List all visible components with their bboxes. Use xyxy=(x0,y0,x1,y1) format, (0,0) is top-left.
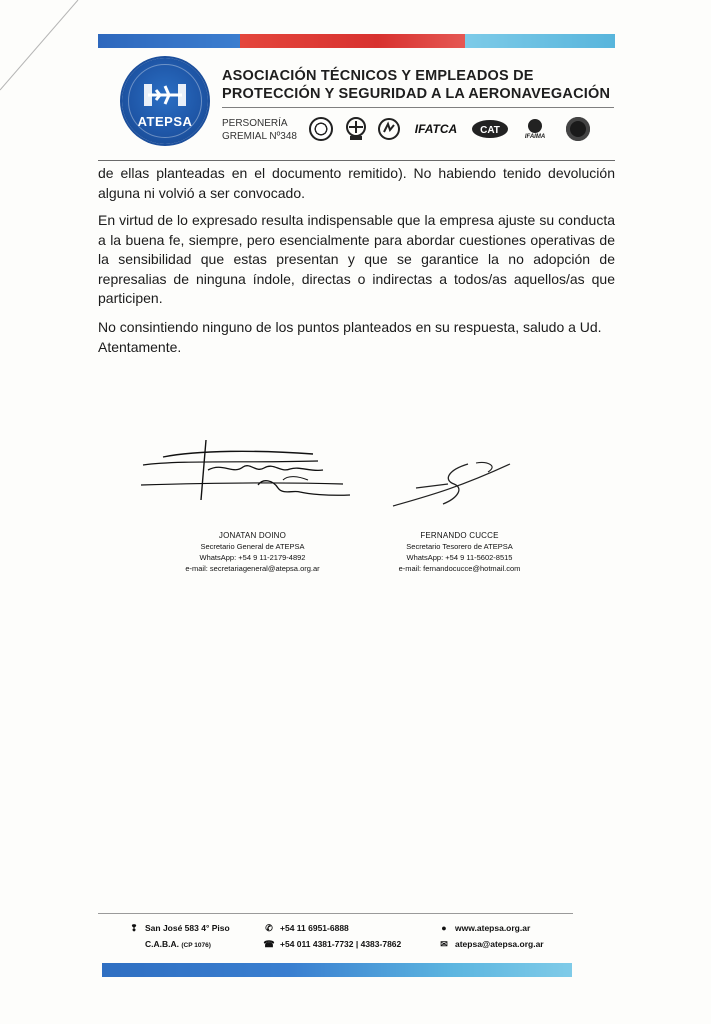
signatory-name: FERNANDO CUCCE xyxy=(420,531,499,540)
title-line-2: PROTECCIÓN Y SEGURIDAD A LA AERONAVEGACIÓN xyxy=(222,86,611,102)
organization-title xyxy=(222,67,610,103)
footer-divider xyxy=(98,913,573,914)
title-divider xyxy=(222,107,614,108)
globe-icon: ● xyxy=(441,923,447,933)
signatory-whatsapp: WhatsApp: +54 9 11-5602-8515 xyxy=(406,553,513,562)
footer-phones xyxy=(263,920,401,952)
ifaima-logo-text: IFAIMA xyxy=(524,134,546,140)
address-street: San José 583 4° Piso xyxy=(145,923,230,933)
personeria-gremial xyxy=(222,117,297,143)
closing-line: No consintiendo ninguno de los puntos planteados en su respuesta, saludo a Ud. xyxy=(98,319,602,335)
mail-icon: ✉ xyxy=(440,939,448,949)
paragraph-continuation: de ellas planteadas en el documento remitido). No habiendo tenido devolución alguna ni volvió a ser convocado. xyxy=(98,165,615,201)
airplane-icon xyxy=(142,78,188,112)
signatory-email: e-mail: secretariageneral@atepsa.org.ar xyxy=(185,564,320,573)
signature-cucce xyxy=(388,458,518,513)
cat-logo-text: CAT xyxy=(480,125,500,136)
signatory-role: Secretario Tesorero de ATEPSA xyxy=(406,542,513,551)
personeria-label: PERSONERÍA xyxy=(222,118,288,129)
logo-wordmark: ATEPSA xyxy=(137,114,193,129)
signatory-block-doino xyxy=(160,530,345,574)
signatory-block-cucce xyxy=(367,530,552,574)
signatory-email: e-mail: fernandocucce@hotmail.com xyxy=(398,564,521,573)
title-line-1: ASOCIACIÓN TÉCNICOS Y EMPLEADOS DE xyxy=(222,68,534,84)
website-link[interactable]: www.atepsa.org.ar xyxy=(455,923,531,933)
union-seal-icon xyxy=(564,116,592,142)
ifaima-logo xyxy=(518,116,552,142)
address-city: C.A.B.A. xyxy=(145,939,179,949)
signatory-name: JONATAN DOINO xyxy=(218,531,287,540)
signatory-role: Secretario General de ATEPSA xyxy=(200,542,305,551)
sign-off: Atentamente. xyxy=(98,338,182,355)
fapn-logo-icon xyxy=(343,116,369,142)
signatory-whatsapp: WhatsApp: +54 9 11-2179-4892 xyxy=(199,553,306,562)
phone-landline: +54 011 4381-7732 | 4383-7862 xyxy=(280,939,402,949)
itf-logo-icon xyxy=(376,116,402,142)
phone-icon: ☎ xyxy=(263,939,275,949)
phone-whatsapp: +54 11 6951-6888 xyxy=(280,923,349,933)
paragraph-closing xyxy=(98,318,615,357)
ifatca-logo: IFATCA xyxy=(414,122,458,136)
address-postal-code: (CP 1076) xyxy=(181,942,211,949)
footer-address xyxy=(128,920,230,954)
paragraph-main: En virtud de lo expresado resulta indispensable que la empresa ajuste su conducta a la buena fe, siempre, pero esencialmente para abordar cuestiones operativas de la sensibilidad que estas presentan y que se garantice la no adopción de represalias de ninguna índole, directas o indirectas a todos/as aquellos/as que participen. xyxy=(98,212,615,306)
atepsa-logo xyxy=(122,58,208,144)
header-divider xyxy=(98,160,615,161)
scan-mark xyxy=(0,0,90,95)
gremial-number: GREMIAL Nº348 xyxy=(222,131,297,142)
footer-web xyxy=(438,920,544,952)
globe-icon xyxy=(525,118,545,134)
email-link[interactable]: atepsa@atepsa.org.ar xyxy=(455,939,544,949)
signature-doino xyxy=(138,440,353,505)
cgt-logo-icon xyxy=(308,116,334,142)
whatsapp-icon: ✆ xyxy=(265,923,273,933)
location-pin-icon: ❢ xyxy=(130,923,138,933)
cat-logo xyxy=(470,116,510,142)
